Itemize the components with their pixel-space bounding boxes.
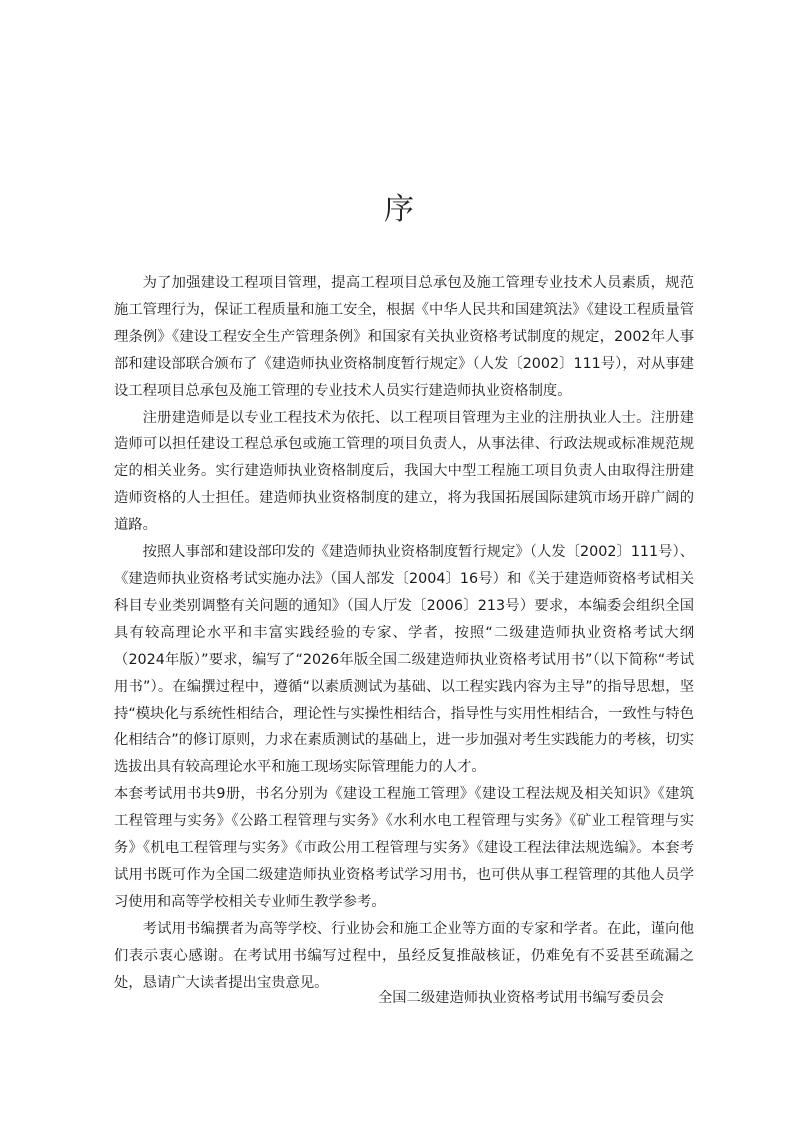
paragraph-5: 考试用书编撰者为高等学校、行业协会和施工企业等方面的专家和学者。在此，谨向他们表示衷心感谢。在考试用书编写过程中，虽经反复推敲核证，仍难免有不妥甚至疏漏之处，恳请广大读者提出宝贵意见。 — [114, 920, 694, 991]
paragraph-2: 注册建造师是以专业工程技术为依托、以工程项目管理为主业的注册执业人士。注册建造师可以担任建设工程总承包或施工管理的项目负责人，从事法律、行政法规或标准规范规定的相关业务。实行建造师执业资格制度后，我国大中型工程施工项目负责人由取得注册建造师资格的人士担任。建造师执业资格制度的建立，将为我国拓展国际建筑市场开辟广阔的道路。 — [114, 409, 694, 534]
signature: 全国二级建造师执业资格考试用书编写委员会 — [378, 990, 664, 1006]
paragraph-4: 本套考试用书共9册，书名分别为《建设工程施工管理》《建设工程法规及相关知识》《建筑工程管理与实务》《公路工程管理与实务》《水利水电工程管理与实务》《矿业工程管理与实务》《机电工程管理与实务》《市政公用工程管理与实务》《建设工程法律法规选编》。本套考试用书既可作为全国二级建造师执业资格考试学习用书，也可供从事工程管理的其他人员学习使用和高等学校相关专业师生教学参考。 — [114, 786, 694, 910]
paragraph-1: 为了加强建设工程项目管理，提高工程项目总承包及施工管理专业技术人员素质，规范施工管理行为，保证工程质量和施工安全，根据《中华人民共和国建筑法》《建设工程质量管理条例》《建设工程安全生产管理条例》和国家有关执业资格考试制度的规定，2002年人事部和建设部联合颁布了《建造师执业资格制度暂行规定》（人发〔2002〕111号），对从事建设工程项目总承包及施工管理的专业技术人员实行建造师执业资格制度。 — [114, 275, 694, 399]
page-title: 序 — [384, 192, 416, 227]
preface-body — [114, 270, 694, 996]
paragraph-3: 按照人事部和建设部印发的《建造师执业资格制度暂行规定》（人发〔2002〕111号）、《建造师执业资格考试实施办法》（国人部发〔2004〕16号）和《关于建造师资格考试相关科目专业类别调整有关问题的通知》（国人厅发〔2006〕213号）要求，本编委会组织全国具有较高理论水平和丰富实践经验的专家、学者，按照“二级建造师执业资格考试大纲（2024年版）”要求，编写了“2026年版全国二级建造师执业资格考试用书”（以下简称“考试用书”）。在编撰过程中，遵循“以素质测试为基础、以工程实践内容为主导”的指导思想，坚持“模块化与系统性相结合，理论性与实操性相结合，指导性与实用性相结合，一致性与特色化相结合”的修订原则，力求在素质测试的基础上，进一步加强对考生实践能力的考核，切实选拔出具有较高理论水平和施工现场实际管理能力的人才。 — [114, 544, 694, 776]
